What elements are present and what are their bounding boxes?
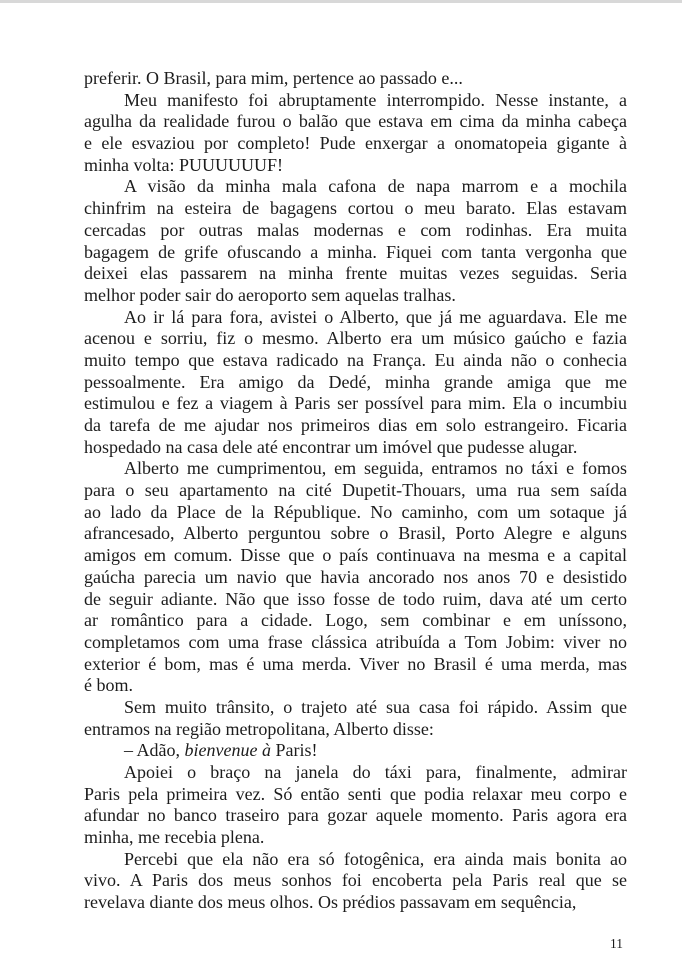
paragraph: [84, 740, 627, 762]
text-line: agulha da realidade furou o balão que estava em cima da minha cabeça: [84, 111, 627, 132]
text-line: gaúcha parecia um navio que havia ancorado nos anos 70 e desistido: [84, 566, 627, 587]
text-line: Apoiei o braço na janela do táxi para, finalmente, admirar: [124, 762, 627, 782]
text-line: entramos na região metropolitana, Alberto disse:: [84, 718, 434, 739]
text-line: afundar no banco traseiro para gozar aquele momento. Paris agora era: [84, 805, 627, 826]
text-line: deixei elas passarem na minha frente muitas vezes seguidas. Seria: [84, 263, 627, 284]
text-line: Paris pela primeira vez. Só então senti que podia relaxar meu corpo e: [84, 783, 627, 804]
text-line: bagagem de grife ofuscando a minha. Fiquei com tanta vergonha que: [84, 241, 627, 262]
text-line: e ele esvaziou por completo! Pude enxergar a onomatopeia gigante à: [84, 133, 627, 154]
text-block: [84, 68, 627, 914]
text-line: [84, 740, 627, 762]
text-line: vivo. A Paris dos meus sonhos foi encoberta pela Paris real que se: [84, 870, 627, 891]
paragraph: [84, 762, 627, 849]
paragraph: [84, 68, 627, 90]
text-line: é bom.: [84, 675, 133, 696]
text-line: preferir. O Brasil, para mim, pertence ao passado e...: [84, 68, 463, 88]
text-segment: Paris!: [270, 740, 318, 761]
text-line: Ao ir lá para fora, avistei o Alberto, que já me aguardava. Ele me: [124, 306, 627, 327]
text-line: ao lado da Place de la République. No caminho, com um sotaque já: [84, 501, 627, 522]
text-line: estimulou e fez a viagem à Paris ser possível para mim. Ela o incumbiu: [84, 393, 627, 414]
text-line: acenou e sorriu, fiz o mesmo. Alberto era um músico gaúcho e fazia: [84, 328, 627, 349]
page-number: 11: [610, 936, 623, 951]
text-line: da tarefa de me ajudar nos primeiros dias em solo estrangeiro. Ficaria: [84, 415, 627, 435]
text-line: chinfrim na esteira de bagagens cortou o meu barato. Elas estavam: [84, 198, 627, 219]
text-line: completamos com uma frase clássica atribuída a Tom Jobim: viver no: [84, 631, 627, 652]
paragraph: [84, 176, 627, 306]
text-line: melhor poder sair do aeroporto sem aquelas tralhas.: [84, 284, 456, 305]
text-line: minha volta: PUUUUUUF!: [84, 154, 283, 175]
text-line: para o seu apartamento na cité Dupetit-Thouars, uma rua sem saída: [84, 480, 627, 501]
page-top-edge: [0, 0, 682, 3]
paragraph: [84, 697, 627, 740]
paragraph: [84, 849, 627, 914]
text-line: Sem muito trânsito, o trajeto até sua casa foi rápido. Assim que: [124, 696, 627, 717]
text-line: hospedado na casa dele até encontrar um imóvel que pudesse alugar.: [84, 436, 578, 457]
text-line: Percebi que ela não era só fotogênica, era ainda mais bonita ao: [124, 848, 627, 869]
text-line: muito tempo que estava radicado na França. Eu ainda não o conhecia: [84, 349, 627, 370]
text-line: cercadas por outras malas modernas e com rodinhas. Era muita: [84, 219, 627, 240]
text-line: afrancesado, Alberto perguntou sobre o Brasil, Porto Alegre e alguns: [84, 523, 627, 544]
text-line: Meu manifesto foi abruptamente interrompido. Nesse instante, a: [124, 89, 627, 110]
dialogue-italic-segment: bienvenue à: [184, 740, 271, 761]
text-line: amigos em comum. Disse que o país continuava na mesma e a capital: [84, 545, 627, 566]
paragraph: [84, 458, 627, 697]
paragraph: [84, 90, 627, 177]
text-line: A visão da minha mala cafona de napa marrom e a mochila: [124, 176, 627, 197]
paragraph: [84, 307, 627, 459]
text-line: minha, me recebia plena.: [84, 827, 265, 848]
text-line: revelava diante dos meus olhos. Os prédios passavam em sequência,: [84, 892, 577, 913]
text-line: de seguir adiante. Não que isso fosse de todo ruim, dava até um certo: [84, 588, 627, 609]
text-line: pessoalmente. Era amigo da Dedé, minha grande amiga que me: [84, 371, 627, 392]
text-line: ar romântico para a cidade. Logo, sem combinar e em uníssono,: [84, 610, 627, 631]
text-segment: – Adão,: [124, 740, 185, 761]
text-line: exterior é bom, mas é uma merda. Viver no Brasil é uma merda, mas: [84, 653, 627, 674]
text-line: Alberto me cumprimentou, em seguida, entramos no táxi e fomos: [124, 458, 627, 479]
